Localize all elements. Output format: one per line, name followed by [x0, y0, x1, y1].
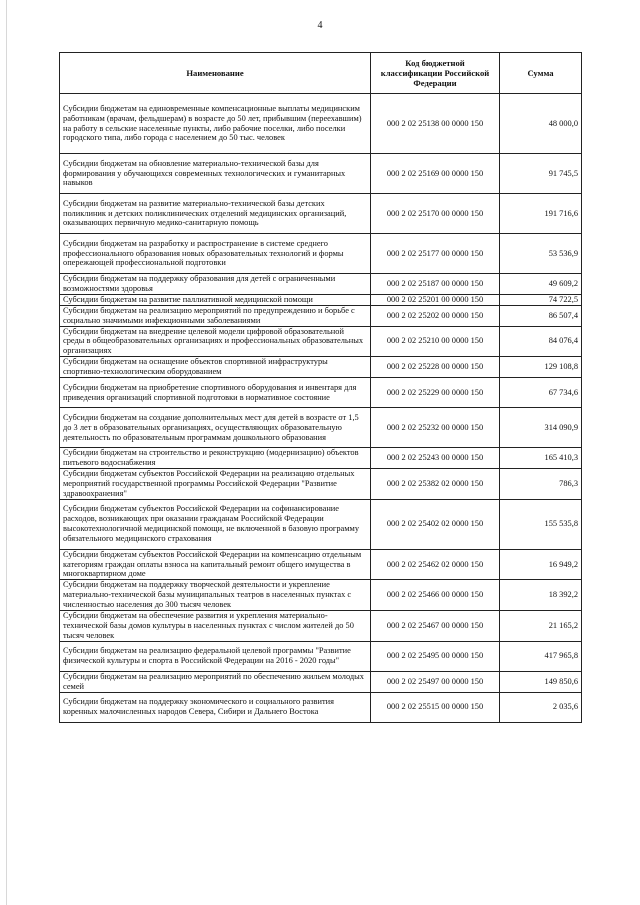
table-row — [60, 641, 582, 671]
table-row — [60, 448, 582, 469]
table-row — [60, 305, 582, 326]
row-name-cell: Субсидии бюджетам на создание дополнительных мест для детей в возрасте от 1,5 до 3 лет в образовательных организациях, осуществляющих образовательную деятельность по образовательным программам дошкольного образования — [60, 408, 371, 448]
row-name-cell: Субсидии бюджетам на обеспечение развития и укрепления материально-технической базы домов культуры в населенных пунктах с числом жителей до 50 тысяч человек — [60, 611, 371, 642]
row-sum-cell: 16 949,2 — [500, 549, 582, 580]
table-row — [60, 294, 582, 305]
table-row — [60, 274, 582, 295]
row-code-cell: 000 2 02 25210 00 0000 150 — [371, 326, 500, 357]
row-code-cell: 000 2 02 25170 00 0000 150 — [371, 194, 500, 234]
row-code-cell: 000 2 02 25177 00 0000 150 — [371, 234, 500, 274]
table-row — [60, 154, 582, 194]
row-name-cell: Субсидии бюджетам на реализацию федеральной целевой программы "Развитие физической культуры и спорта в Российской Федерации на 2016 - 2020 годы" — [60, 641, 371, 671]
row-code-cell: 000 2 02 25495 00 0000 150 — [371, 641, 500, 671]
page-number: 4 — [317, 20, 323, 31]
row-name-cell: Субсидии бюджетам субъектов Российской Федерации на компенсацию отдельным категориям граждан оплаты взноса на капитальный ремонт общего имущества в многоквартирном доме — [60, 549, 371, 580]
row-name-cell: Субсидии бюджетам субъектов Российской Федерации на реализацию отдельных мероприятий государственной программы Российской Федерации "Развитие здравоохранения" — [60, 468, 371, 499]
row-code-cell: 000 2 02 25187 00 0000 150 — [371, 274, 500, 295]
table-row — [60, 692, 582, 722]
row-sum-cell: 74 722,5 — [500, 294, 582, 305]
table-row — [60, 549, 582, 580]
row-name-cell: Субсидии бюджетам на реализацию мероприятий по предупреждению и борьбе с социально значимыми инфекционными заболеваниями — [60, 305, 371, 326]
row-code-cell: 000 2 02 25232 00 0000 150 — [371, 408, 500, 448]
row-sum-cell: 155 535,8 — [500, 499, 582, 549]
subsidies-table — [59, 52, 582, 723]
row-code-cell: 000 2 02 25243 00 0000 150 — [371, 448, 500, 469]
row-sum-cell: 21 165,2 — [500, 611, 582, 642]
table-header-row — [60, 53, 582, 94]
row-code-cell: 000 2 02 25402 02 0000 150 — [371, 499, 500, 549]
table-row — [60, 378, 582, 408]
table-row — [60, 357, 582, 378]
row-name-cell: Субсидии бюджетам на единовременные компенсационные выплаты медицинским работникам (врачам, фельдшерам) в возрасте до 50 лет, прибывшим (переехавшим) на работу в сельские населенные пункты, либо рабочие поселки, либо поселки городского типа, либо города с населением до 50 тыс. человек — [60, 94, 371, 154]
table-row — [60, 580, 582, 611]
table-row — [60, 326, 582, 357]
row-sum-cell: 18 392,2 — [500, 580, 582, 611]
row-sum-cell: 84 076,4 — [500, 326, 582, 357]
row-sum-cell: 314 090,9 — [500, 408, 582, 448]
row-name-cell: Субсидии бюджетам на приобретение спортивного оборудования и инвентаря для приведения организаций спортивной подготовки в нормативное состояние — [60, 378, 371, 408]
header-name: Наименование — [60, 53, 371, 94]
row-name-cell: Субсидии бюджетам на разработку и распространение в системе среднего профессионального образования новых образовательных технологий и формы опережающей профессиональной подготовки — [60, 234, 371, 274]
row-name-cell: Субсидии бюджетам на строительство и реконструкцию (модернизацию) объектов питьевого водоснабжения — [60, 448, 371, 469]
row-sum-cell: 165 410,3 — [500, 448, 582, 469]
row-sum-cell: 786,3 — [500, 468, 582, 499]
row-sum-cell: 48 000,0 — [500, 94, 582, 154]
row-code-cell: 000 2 02 25515 00 0000 150 — [371, 692, 500, 722]
header-code: Код бюджетной классификации Российской Федерации — [371, 53, 500, 94]
row-code-cell: 000 2 02 25462 02 0000 150 — [371, 549, 500, 580]
table-row — [60, 94, 582, 154]
row-sum-cell: 191 716,6 — [500, 194, 582, 234]
table-row — [60, 499, 582, 549]
table-row — [60, 611, 582, 642]
row-code-cell: 000 2 02 25466 00 0000 150 — [371, 580, 500, 611]
row-sum-cell: 53 536,9 — [500, 234, 582, 274]
row-name-cell: Субсидии бюджетам на поддержку образования для детей с ограниченными возможностями здоровья — [60, 274, 371, 295]
row-code-cell: 000 2 02 25229 00 0000 150 — [371, 378, 500, 408]
row-sum-cell: 2 035,6 — [500, 692, 582, 722]
row-name-cell: Субсидии бюджетам на поддержку творческой деятельности и укрепление материально-технической базы муниципальных театров в населенных пунктах с численностью населения до 300 тысяч человек — [60, 580, 371, 611]
row-name-cell: Субсидии бюджетам на внедрение целевой модели цифровой образовательной среды в общеобразовательных организациях и профессиональных образовательных организациях — [60, 326, 371, 357]
row-sum-cell: 149 850,6 — [500, 671, 582, 692]
row-sum-cell: 417 965,8 — [500, 641, 582, 671]
table-row — [60, 671, 582, 692]
scan-edge — [6, 0, 7, 905]
table-row — [60, 408, 582, 448]
row-name-cell: Субсидии бюджетам субъектов Российской Федерации на софинансирование расходов, возникающих при оказании гражданам Российской Федерации высокотехнологичной медицинской помощи, не включенной в базовую программу обязательного медицинского страхования — [60, 499, 371, 549]
row-name-cell: Субсидии бюджетам на обновление материально-технической базы для формирования у обучающихся современных технологических и гуманитарных навыков — [60, 154, 371, 194]
row-code-cell: 000 2 02 25497 00 0000 150 — [371, 671, 500, 692]
row-code-cell: 000 2 02 25228 00 0000 150 — [371, 357, 500, 378]
row-sum-cell: 91 745,5 — [500, 154, 582, 194]
row-code-cell: 000 2 02 25169 00 0000 150 — [371, 154, 500, 194]
row-name-cell: Субсидии бюджетам на поддержку экономического и социального развития коренных малочисленных народов Севера, Сибири и Дальнего Востока — [60, 692, 371, 722]
table-row — [60, 194, 582, 234]
header-sum: Сумма — [500, 53, 582, 94]
row-code-cell: 000 2 02 25201 00 0000 150 — [371, 294, 500, 305]
table-row — [60, 234, 582, 274]
row-name-cell: Субсидии бюджетам на развитие паллиативной медицинской помощи — [60, 294, 371, 305]
row-sum-cell: 129 108,8 — [500, 357, 582, 378]
table-row — [60, 468, 582, 499]
row-sum-cell: 86 507,4 — [500, 305, 582, 326]
row-sum-cell: 67 734,6 — [500, 378, 582, 408]
row-code-cell: 000 2 02 25467 00 0000 150 — [371, 611, 500, 642]
row-name-cell: Субсидии бюджетам на развитие материально-технической базы детских поликлиник и детских поликлинических отделений медицинских организаций, оказывающих первичную медико-санитарную помощь — [60, 194, 371, 234]
row-code-cell: 000 2 02 25138 00 0000 150 — [371, 94, 500, 154]
row-sum-cell: 49 609,2 — [500, 274, 582, 295]
row-name-cell: Субсидии бюджетам на оснащение объектов спортивной инфраструктуры спортивно-технологическим оборудованием — [60, 357, 371, 378]
row-code-cell: 000 2 02 25202 00 0000 150 — [371, 305, 500, 326]
row-name-cell: Субсидии бюджетам на реализацию мероприятий по обеспечению жильем молодых семей — [60, 671, 371, 692]
row-code-cell: 000 2 02 25382 02 0000 150 — [371, 468, 500, 499]
